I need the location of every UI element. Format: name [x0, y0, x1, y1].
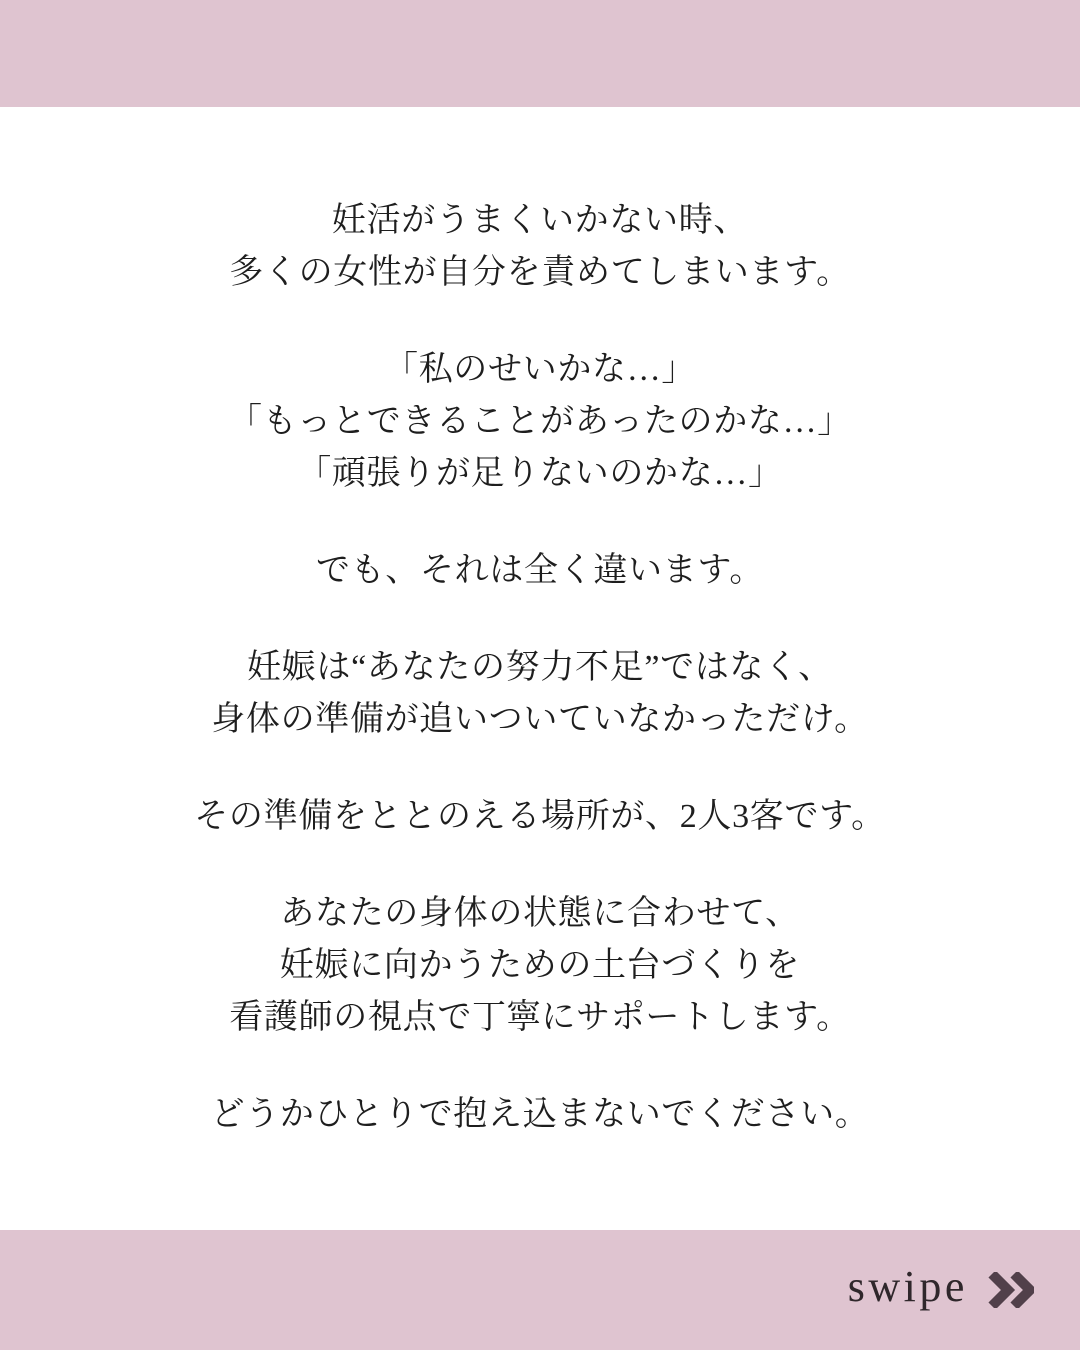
text-line: 「頑張りが足りないのかな…」	[297, 455, 783, 492]
double-chevron-right-icon	[988, 1272, 1034, 1308]
text-line: 看護師の視点で丁寧にサポートします。	[229, 999, 851, 1036]
text-line: その準備をととのえる場所が、2人3客です。	[194, 798, 886, 835]
text-line: 妊娠に向かうための土台づくりを	[279, 947, 801, 984]
text-line: どうかひとりで抱え込まないでください。	[210, 1096, 870, 1133]
top-band	[0, 0, 1080, 107]
text-line: あなたの身体の状態に合わせて、	[280, 895, 800, 932]
text-line: 多くの女性が自分を責めてしまいます。	[229, 254, 851, 291]
bottom-band	[0, 1230, 1080, 1350]
body-text	[0, 107, 1080, 1230]
text-line: 身体の準備が追いついていなかっただけ。	[211, 701, 869, 738]
text-line: 「私のせいかな…」	[383, 351, 697, 388]
text-line: 妊娠は“あなたの努力不足”ではなく、	[247, 649, 833, 686]
paragraph-reason	[0, 642, 1080, 746]
paragraph-inner-voices	[0, 344, 1080, 500]
swipe-label[interactable]: swipe	[847, 1262, 968, 1311]
paragraph-closing	[0, 1089, 1080, 1141]
paragraph-support	[0, 888, 1080, 1044]
paragraph-place	[0, 791, 1080, 843]
text-line: 妊活がうまくいかない時、	[331, 202, 749, 239]
text-line: 「もっとできることがあったのかな…」	[228, 403, 852, 440]
text-line: でも、それは全く違います。	[315, 552, 765, 589]
paragraph-rebuttal	[0, 545, 1080, 597]
paragraph-self-blame	[0, 195, 1080, 299]
